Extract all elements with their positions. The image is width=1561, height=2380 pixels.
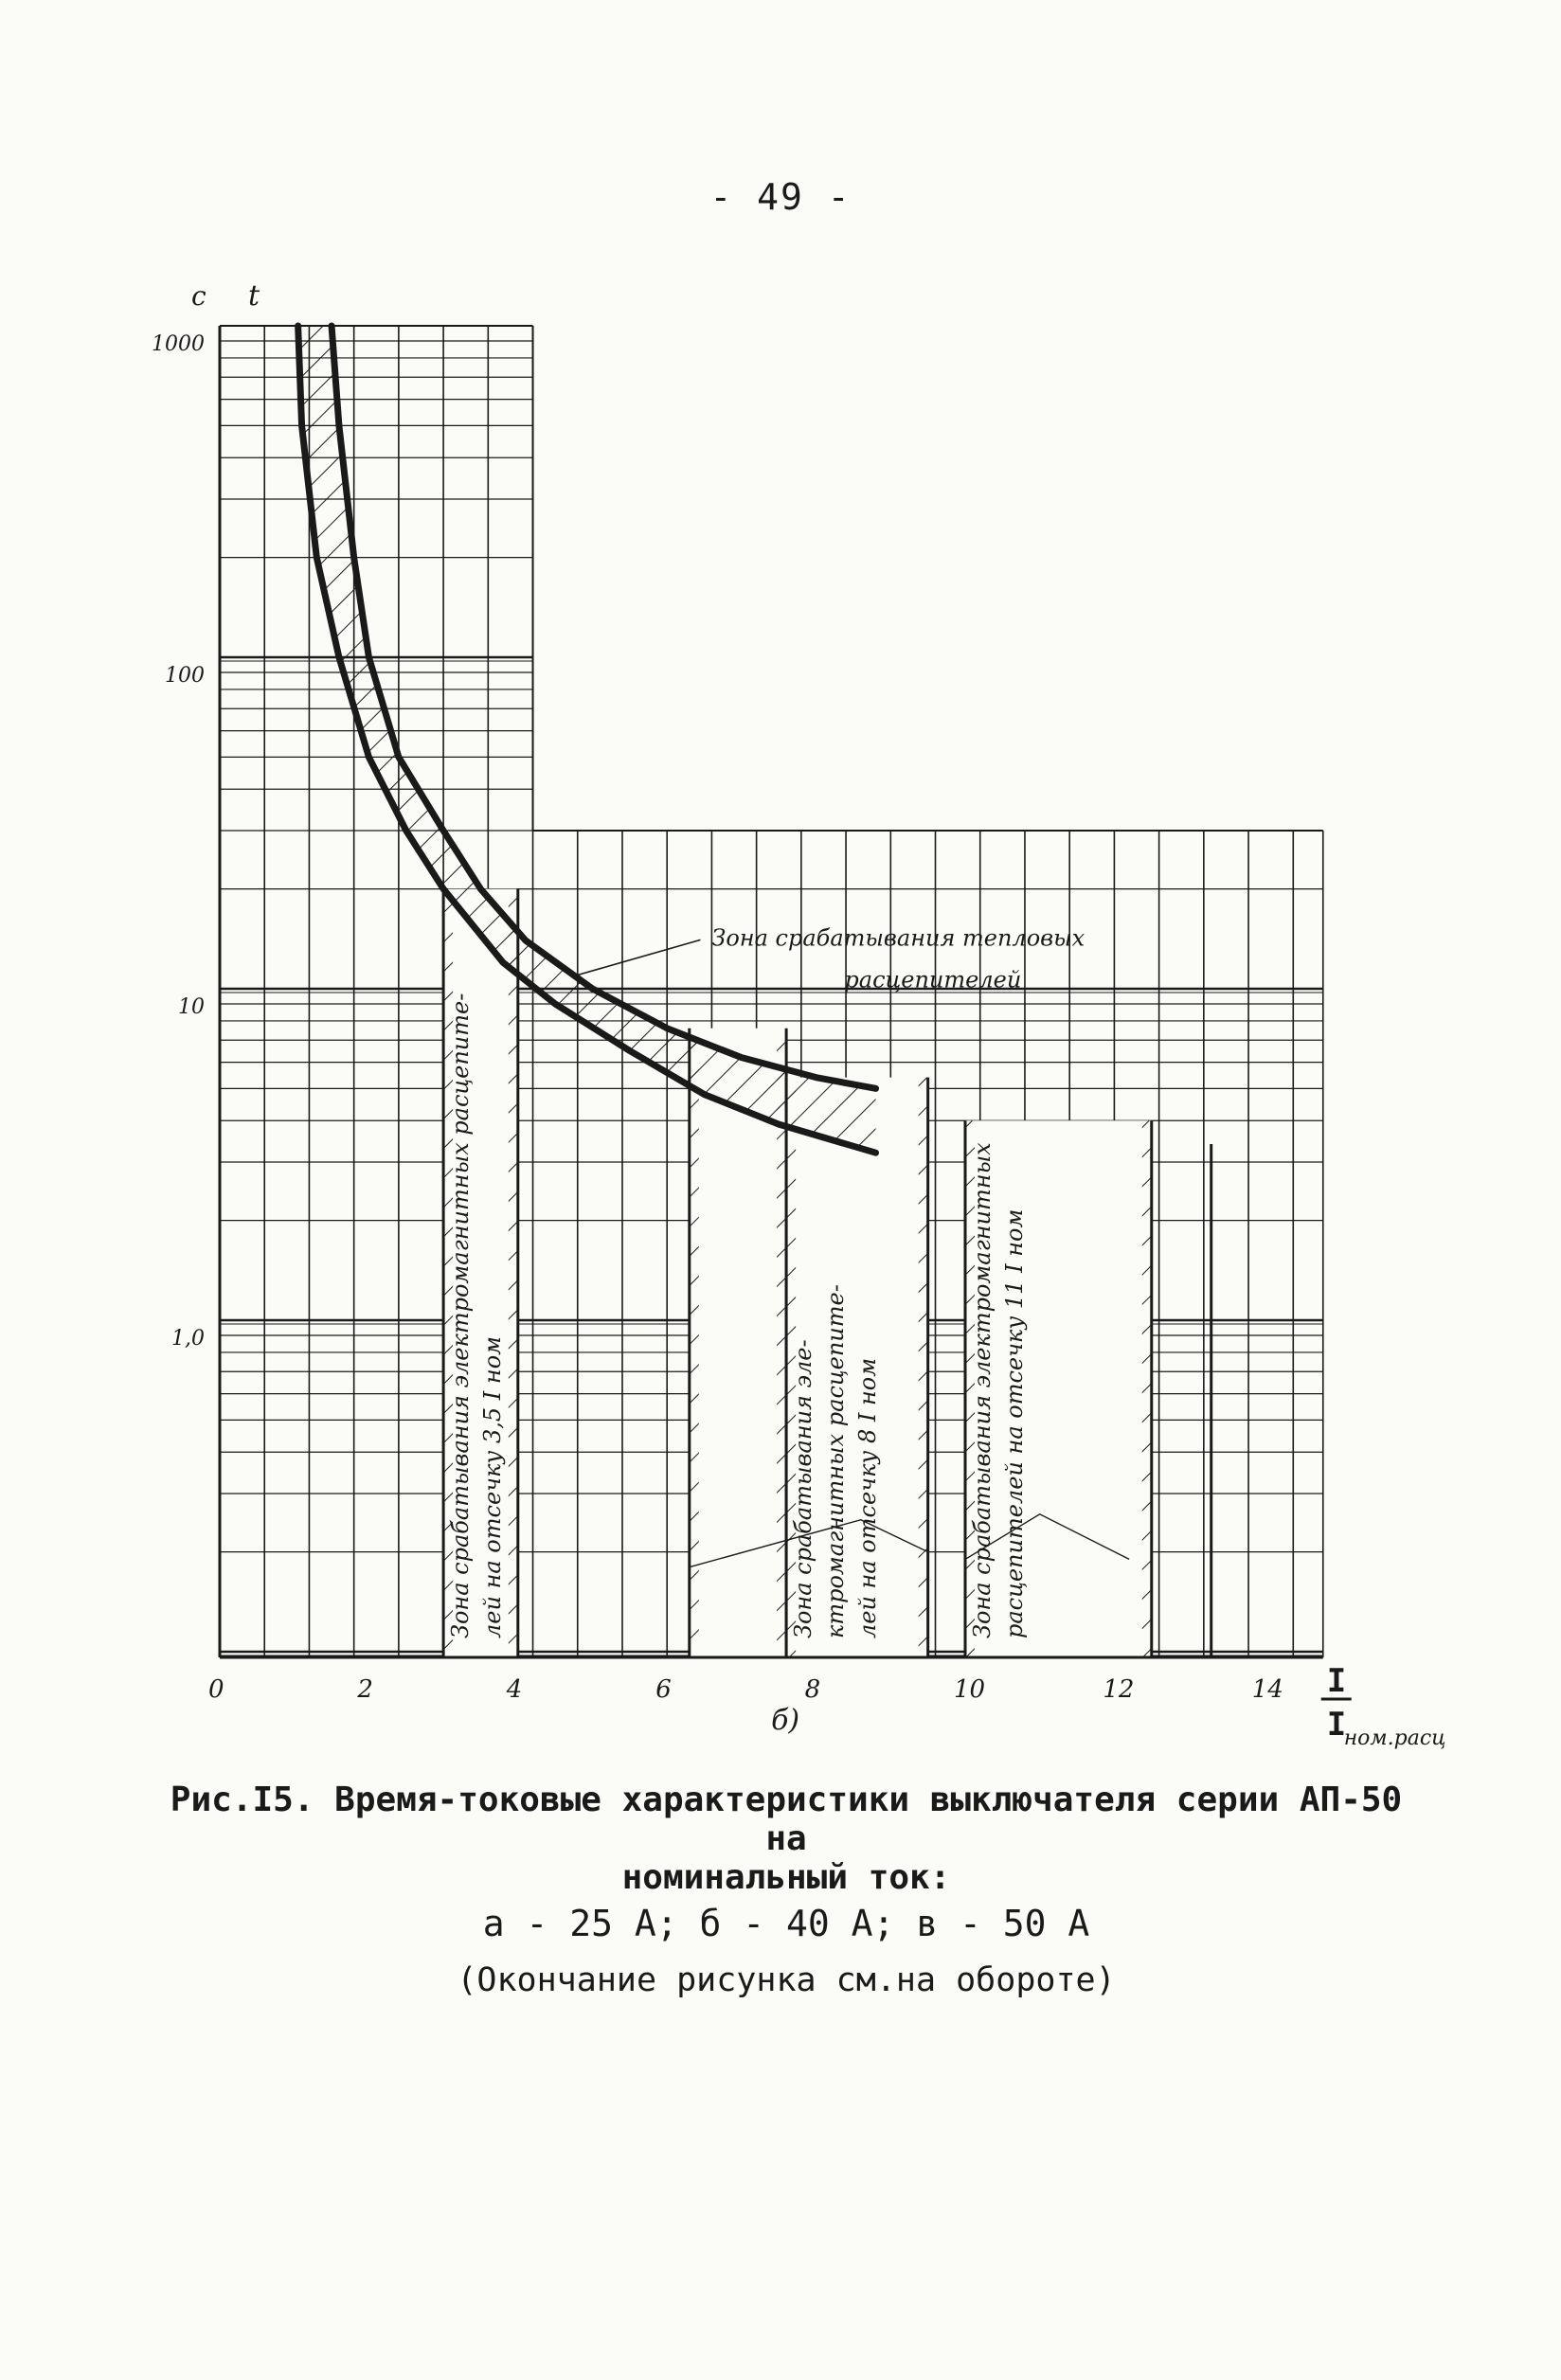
y-tick-label: 1000: [152, 332, 205, 356]
x-tick-label: 6: [655, 1675, 672, 1704]
x-tick-label: 14: [1251, 1675, 1283, 1704]
thermal-zone-hatch: [298, 326, 876, 1153]
x-label-numerator: I: [1326, 1662, 1347, 1700]
thermal-zone-label: Зона срабатывания тепловых: [711, 924, 1086, 952]
y-tick-label: 1,0: [171, 1327, 205, 1351]
x-tick-label: 8: [804, 1675, 821, 1704]
thermal-band: [298, 326, 876, 1153]
zone-label: ктромагнитных расцепите-: [822, 1284, 850, 1638]
y-unit-label: с: [191, 280, 206, 312]
zone-label: расцепителей на отсечку 11 I ном: [1001, 1208, 1028, 1638]
x-label-denominator: I: [1326, 1706, 1347, 1744]
y-tick-label: 10: [178, 995, 205, 1019]
caption-line-4: (Окончание рисунка см.на обороте): [457, 1961, 1116, 1999]
x-tick-label: 2: [357, 1675, 373, 1704]
zone-label: лей на отсечку 3,5 I ном: [479, 1335, 507, 1638]
thermal-zone-label: расцепителей: [844, 966, 1022, 993]
page-number: - 49 -: [709, 176, 852, 218]
zone-label: Зона срабатывания электромагнитных: [969, 1142, 996, 1638]
y-tick-label: 100: [165, 664, 205, 688]
thermal-zone-leader: [578, 939, 701, 975]
series-line-1: [332, 326, 876, 1088]
x-label-subscript: ном.расц: [1343, 1727, 1446, 1750]
x-tick-label: 4: [506, 1675, 523, 1704]
caption-line-1: Рис.I5. Время-токовые характеристики выключателя серии АП-50 на: [170, 1781, 1403, 1858]
subplot-label: б): [771, 1704, 800, 1737]
x-tick-label: 0: [208, 1675, 224, 1704]
caption-line-2: номинальный ток:: [621, 1858, 951, 1897]
zone-label: Зона срабатывания электромагнитных расцепите-: [447, 993, 475, 1638]
figure-caption: [152, 1781, 1421, 1999]
x-tick-label: 12: [1103, 1675, 1135, 1704]
zone-label: Зона срабатывания эле-: [790, 1339, 817, 1638]
x-tick-label: 10: [954, 1675, 986, 1704]
zone-label: лей на отсечку 8 I ном: [854, 1357, 882, 1638]
y-axis-label: t: [248, 279, 260, 313]
caption-line-3: а - 25 А; б - 40 А; в - 50 А: [482, 1903, 1090, 1944]
